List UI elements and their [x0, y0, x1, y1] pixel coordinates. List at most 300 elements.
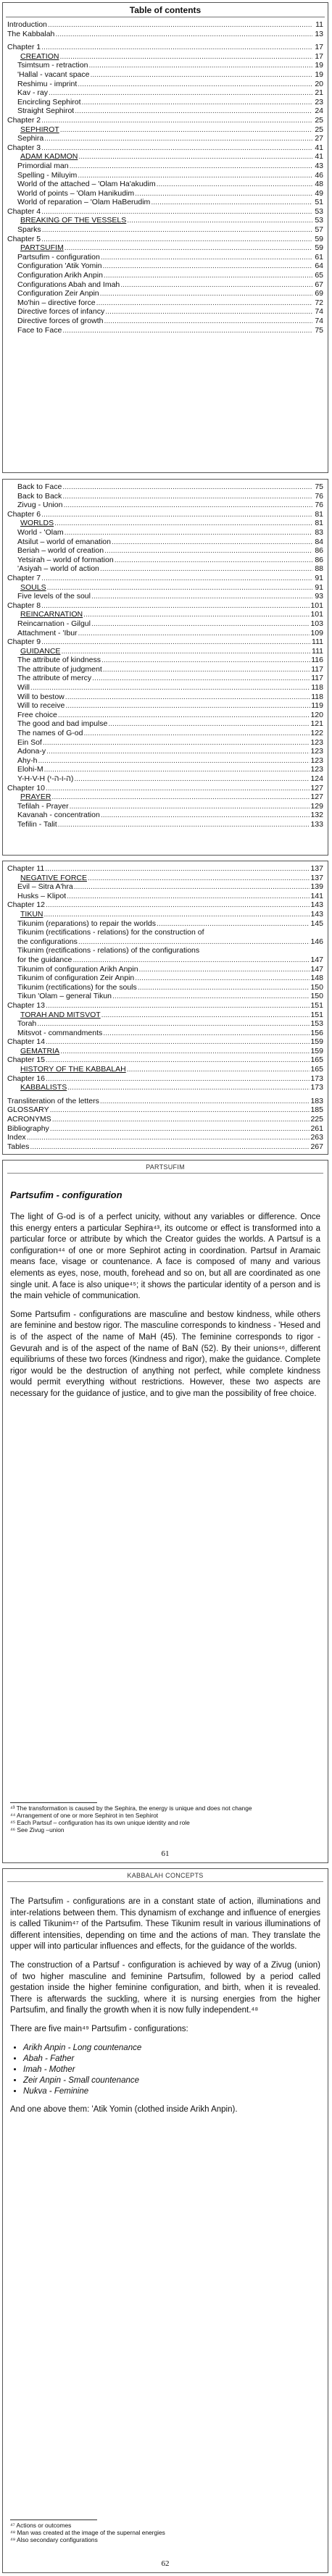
toc-entry-page: 88	[315, 564, 323, 574]
toc-entry-page: 103	[310, 619, 323, 628]
toc-entry	[7, 592, 323, 601]
toc-entry	[7, 1133, 323, 1142]
toc-entry-label: Will to receive	[17, 701, 65, 711]
toc-entry-page: 53	[315, 206, 323, 216]
toc-leader-dots	[46, 900, 310, 910]
toc-leader-dots	[101, 811, 310, 820]
toc-entry	[7, 820, 323, 829]
toc-entry-page: 118	[311, 683, 323, 693]
page-number: 61	[161, 1849, 170, 1858]
toc-entry-page: 25	[315, 115, 323, 125]
toc-entry-page: 86	[315, 555, 323, 564]
toc-leader-dots	[91, 619, 310, 629]
footnote-rule	[10, 1802, 97, 1803]
toc-leader-dots	[78, 80, 312, 89]
toc-entry-page: 173	[310, 1083, 323, 1092]
toc-entry-label: Tikunim (rectifications) for the souls	[17, 982, 137, 992]
configuration-list	[10, 2043, 320, 2097]
toc-entry	[7, 656, 323, 665]
toc-entry-label: Configuration 'Atik Yomin	[17, 262, 102, 271]
toc-entry-label: SOULS	[20, 582, 46, 592]
toc-entry-page: 146	[310, 937, 323, 946]
toc-entry-label: Will to bestow	[17, 692, 65, 701]
toc-entry-page: 59	[315, 243, 323, 253]
toc-leader-dots	[103, 665, 311, 674]
toc-entry-page: 261	[310, 1124, 323, 1133]
toc-entry-label: Attachment - 'Ibur	[17, 628, 78, 637]
toc-entry	[7, 61, 323, 70]
toc-leader-dots	[43, 738, 310, 748]
toc-entry-label: Ahy-h	[17, 756, 38, 765]
toc-entry	[7, 811, 323, 820]
toc-entry	[7, 564, 323, 574]
toc-entry	[7, 106, 323, 116]
toc-leader-dots	[41, 510, 312, 519]
toc-entry	[7, 52, 323, 62]
toc-leader-dots	[67, 892, 310, 901]
toc-leader-dots	[92, 674, 310, 683]
toc-entry-label: The attribute of mercy	[17, 674, 92, 683]
toc-entry-page: 156	[310, 1028, 323, 1037]
toc-entry-label: Free choice	[17, 710, 57, 719]
toc-entry-page: 83	[315, 527, 323, 537]
toc-entry	[7, 665, 323, 674]
toc-entry	[7, 919, 323, 929]
toc-entry-page: 19	[315, 70, 323, 79]
toc-entry	[7, 719, 323, 729]
toc-entry	[7, 619, 323, 629]
toc-entry	[7, 30, 323, 39]
toc-sheet-1	[2, 2, 328, 473]
toc-entry-page: 49	[315, 188, 323, 198]
toc-leader-dots	[41, 43, 312, 52]
toc-leader-dots	[78, 937, 310, 947]
toc-entry	[7, 965, 323, 974]
toc-leader-dots	[135, 974, 310, 983]
toc-leader-dots	[139, 965, 310, 974]
toc-leader-dots	[61, 647, 311, 656]
toc-entry-page: 74	[315, 307, 323, 317]
toc-entry-page: 74	[315, 317, 323, 325]
footnote: ⁴⁸ Man was created at the image of the supernal energies	[10, 2529, 165, 2536]
toc-entry	[7, 693, 323, 702]
toc-entry	[7, 80, 323, 89]
toc-leader-dots	[44, 134, 312, 143]
footnote: ⁴⁴ Arrangement of one or more Sephirot in ten Sephirot	[10, 1812, 159, 1819]
toc-entry-label: The names of G-od	[17, 729, 83, 738]
toc-leader-dots	[67, 1083, 310, 1092]
toc-entry	[7, 784, 323, 793]
toc-entry-page: 76	[315, 501, 323, 510]
toc-leader-dots	[157, 919, 310, 929]
toc-entry-label: WORLDS	[20, 519, 54, 528]
toc-entry-page: 67	[315, 280, 323, 289]
toc-entry-page: 19	[315, 61, 323, 70]
toc-entry-page: 91	[315, 582, 323, 592]
toc-entry	[7, 882, 323, 892]
toc-entry-label: PRAYER	[20, 793, 51, 802]
toc-entry	[7, 317, 323, 326]
page-header: PARTSUFIM	[7, 1161, 323, 1174]
toc-entry-label: The Kabbalah	[7, 29, 55, 38]
toc-leader-dots	[104, 546, 312, 556]
toc-entry-label: Chapter 7	[7, 573, 41, 582]
toc-leader-dots	[60, 1047, 310, 1056]
toc-entry-page: 127	[310, 793, 323, 802]
toc-entry	[7, 647, 323, 656]
toc-leader-dots	[101, 253, 312, 262]
toc-entry	[7, 116, 323, 125]
toc-entry-label: Ein Sof	[17, 737, 42, 747]
toc-entry-page: 147	[310, 955, 323, 964]
toc-entry-label: Tefilin - Talit	[17, 819, 57, 829]
toc-entry	[7, 1124, 323, 1134]
toc-leader-dots	[41, 601, 310, 611]
toc-entry-label: Index	[7, 1133, 26, 1142]
toc-entry	[7, 955, 323, 965]
toc-entry-page: 225	[310, 1115, 323, 1124]
page-number: 62	[161, 2559, 170, 2568]
toc-entry-label: Y-H-V-H (ה-ו-ה-י)	[17, 774, 74, 783]
toc-entry-label: Transliteration of the letters	[7, 1096, 99, 1105]
toc-entry	[7, 152, 323, 162]
toc-entry	[7, 1011, 323, 1020]
toc-entry-page: 24	[315, 106, 323, 116]
toc-entry	[7, 88, 323, 98]
toc-leader-dots	[41, 143, 312, 153]
toc-entry-label: Chapter 13	[7, 1000, 45, 1010]
toc-entry-page: 17	[315, 43, 323, 52]
toc-entry-page: 263	[310, 1133, 323, 1142]
toc-entry-page: 81	[315, 509, 323, 519]
toc-leader-dots	[42, 225, 312, 235]
toc-entry	[7, 216, 323, 225]
toc-leader-dots	[46, 1074, 310, 1084]
toc-entry-page: 61	[315, 252, 323, 262]
toc-entry-page: 91	[315, 573, 323, 582]
toc-entry-page: 75	[315, 325, 323, 335]
toc-entry-page: 120	[310, 710, 323, 719]
footnote: ⁴⁷ Actions or outcomes	[10, 2522, 72, 2529]
toc-leader-dots	[54, 519, 312, 528]
toc-entry-label: 'Asiyah – world of action	[17, 564, 99, 574]
toc-entry-label: Evil – Sitra A'hra	[17, 882, 73, 892]
toc-leader-dots	[101, 1011, 310, 1020]
paragraph: Some Partsufim - configurations are masculine and bestow kindness, while others are feminine and bestow rigor. The masculine corresponds to kindness - 'Hesed and is of the aspect of the name of MaH (45). The feminine corresponds to rigor - Gevurah and is of the aspect of the name of BaN (52). By their unions⁴⁶, different equilibriums of these two forces (Kindness and rigor), make the guidance. Complete rigor would be the destruction of anything not perfect, while complete kindness would permit everything without restrictions. However, these two aspects are necessary for the guidance of justice, and to give man the possibility of free choice.	[10, 1310, 320, 1398]
toc-leader-dots	[65, 693, 310, 702]
toc-leader-dots	[50, 1105, 310, 1115]
toc-leader-dots	[70, 162, 312, 171]
toc-sheet-2	[2, 479, 328, 856]
toc-entry-label: Chapter 10	[7, 783, 45, 793]
toc-entry-page: 150	[310, 982, 323, 992]
toc-entry-label: Five levels of the soul	[17, 592, 91, 601]
toc-leader-dots	[60, 125, 312, 135]
toc-entry-page: 20	[315, 79, 323, 88]
toc-entry-label: Chapter 9	[7, 637, 41, 647]
toc-entry-label: Configuration Arikh Anpin	[17, 271, 103, 280]
toc-entry-page: 84	[315, 537, 323, 546]
toc-entry-page: 75	[315, 482, 323, 491]
toc-entry-label: Elohi-M	[17, 765, 43, 774]
toc-entry-label: ACRONYMS	[7, 1115, 51, 1124]
toc-entry	[7, 1142, 323, 1152]
toc-entry	[7, 900, 323, 910]
toc-entry-page: 123	[310, 737, 323, 747]
toc-entry	[7, 546, 323, 556]
toc-entry-label: Chapter 1	[7, 43, 41, 52]
toc-entry	[7, 289, 323, 298]
toc-entry-page: 165	[310, 1065, 323, 1074]
toc-entry	[7, 134, 323, 143]
toc-entry-label: GLOSSARY	[7, 1105, 49, 1115]
toc-entry	[7, 235, 323, 244]
toc-leader-dots	[100, 289, 312, 298]
toc-entry-label: Encircling Sephirot	[17, 97, 81, 106]
toc-entry-page: 118	[311, 692, 323, 701]
toc-leader-dots	[157, 180, 312, 189]
toc-entry	[7, 729, 323, 738]
footnote-rule	[10, 2519, 97, 2520]
toc-entry	[7, 711, 323, 720]
toc-entry	[7, 1037, 323, 1047]
toc-leader-dots	[105, 307, 312, 317]
toc-entry-label: Tikunim of configuration Zeir Anpin	[17, 974, 135, 983]
toc-entry	[7, 683, 323, 693]
paragraph: The light of G-od is of a perfect unicity, without any variables or difference. Once this energy enters a particular Sephira⁴³, its outcome or effect is transformed into a particular force or attribute by which the Creator guides the worlds. A Partsuf is a configuration⁴⁴ of one or more Sephirot acting in coordination. Partsuf in Aramaic means face, visage or countenance. A face is composed of many and various elements as eyes, nose, mouth, forehead and so on, but all are coordinated as one single unit. A face is also unique⁴⁵; it shows the particular identity of a person and is the main vehicle of communication.	[10, 1213, 320, 1301]
toc-entry	[7, 280, 323, 290]
section-title: Partsufim - configuration	[10, 1189, 123, 1200]
toc-leader-dots	[41, 116, 312, 125]
toc-entry-page: 124	[310, 774, 323, 783]
toc-entry	[7, 253, 323, 262]
toc-entry-label: Tefilah - Prayer	[17, 801, 69, 811]
toc-entry	[7, 143, 323, 153]
toc-entry	[7, 928, 323, 937]
toc-entry-label: Directive forces of growth	[17, 317, 104, 325]
toc-entry-label: The good and bad impulse	[17, 719, 108, 729]
toc-entry-label: Atsilut – world of emanation	[17, 537, 111, 546]
toc-entry-page: 76	[315, 491, 323, 501]
toc-entry-label: KABBALISTS	[20, 1083, 67, 1092]
toc-entry-label: World - 'Olam	[17, 527, 64, 537]
toc-leader-dots	[75, 106, 312, 116]
paragraph: And one above them: 'Atik Yomin (clothed inside Arikh Anpin).	[10, 2104, 238, 2114]
toc-entry-label: NEGATIVE FORCE	[20, 873, 87, 882]
toc-leader-dots	[90, 70, 312, 80]
toc-entry	[7, 974, 323, 983]
toc-entry-page: 43	[315, 161, 323, 170]
toc-entry	[7, 802, 323, 811]
toc-leader-dots	[51, 793, 310, 802]
toc-entry	[7, 171, 323, 180]
toc-entry-page: 151	[310, 1000, 323, 1010]
toc-entry-page: 17	[315, 51, 323, 61]
toc-entry-label: Configuration Zeir Anpin	[17, 289, 99, 298]
toc-entry-label: Tikunim (reparations) to repair the worlds	[17, 919, 157, 928]
toc-entry-page: 143	[310, 900, 323, 910]
toc-entry	[7, 70, 323, 80]
toc-leader-dots	[47, 583, 312, 593]
toc-entry-page: 81	[315, 519, 323, 528]
list-item: • Abah - Father	[23, 2054, 320, 2065]
toc-entry-page: 21	[315, 88, 323, 98]
toc-leader-dots	[62, 482, 312, 492]
toc-entry-label: Straight Sephirot	[17, 106, 75, 116]
toc-entry-page: 13	[315, 29, 323, 38]
toc-entry	[7, 1029, 323, 1038]
paragraph: The construction of a Partsuf - configuration is achieved by way of a Zivug (union) of two higher masculine and feminine Partsufim, followed by a period called gestation inside the higher feminine configuration, and birth, when it is revealed. There is afterwards the suckling, where it is nursing energies from the higher Partsufim, and finally the growth when it is now fully independent.⁴⁸	[10, 1960, 320, 2015]
toc-entry	[7, 701, 323, 711]
toc-entry	[7, 1001, 323, 1011]
toc-entry	[7, 574, 323, 583]
toc-entry	[7, 538, 323, 547]
toc-entry-label: Tables	[7, 1142, 30, 1151]
toc-entry-label: TIKUN	[20, 909, 43, 919]
toc-entry-page: 165	[310, 1055, 323, 1065]
toc-entry-page: 69	[315, 289, 323, 298]
toc-entry-label: GUIDANCE	[20, 646, 61, 656]
toc-leader-dots	[46, 784, 310, 793]
toc-entry	[7, 892, 323, 901]
toc-leader-dots	[38, 756, 310, 766]
toc-entry-label: Back to Face	[17, 482, 62, 491]
toc-leader-dots	[78, 171, 312, 180]
toc-entry-label: Sephira	[17, 134, 44, 143]
toc-entry-label: CREATION	[20, 51, 59, 61]
toc-leader-dots	[104, 271, 312, 280]
toc-entry	[7, 1105, 323, 1115]
toc-entry-page: 123	[310, 747, 323, 756]
toc-entry	[7, 298, 323, 308]
toc-entry-label: Sparks	[17, 225, 41, 235]
toc-entry-label: Chapter 14	[7, 1037, 45, 1047]
toc-leader-dots	[127, 1065, 310, 1074]
toc-leader-dots	[48, 20, 312, 30]
toc-entry-label: World of reparation – 'Olam HaBerudim	[17, 198, 151, 207]
toc-entry	[7, 738, 323, 748]
toc-entry	[7, 946, 323, 955]
toc-entry	[7, 225, 323, 235]
toc-leader-dots	[83, 610, 310, 619]
toc-entry-label: Husks – Klipot	[17, 891, 67, 900]
toc-entry	[7, 601, 323, 611]
toc-entry-label: Chapter 6	[7, 509, 41, 519]
toc-entry-label: REINCARNATION	[20, 610, 83, 619]
toc-entry-label: Partsufim - configuration	[17, 252, 100, 262]
toc-entry-label: Mo'hin – directive force	[17, 298, 96, 307]
toc-leader-dots	[151, 198, 312, 207]
toc-leader-dots	[120, 280, 312, 290]
toc-entry	[7, 162, 323, 171]
toc-entry-page: 41	[315, 143, 323, 152]
toc-entry-page: 173	[310, 1074, 323, 1083]
toc-entry-page: 143	[310, 909, 323, 919]
toc-leader-dots	[115, 556, 312, 565]
toc-entry-page: 117	[311, 664, 323, 674]
toc-leader-dots	[46, 1037, 310, 1047]
toc-leader-dots	[45, 864, 310, 874]
toc-entry-page: 153	[310, 1019, 323, 1029]
toc-entry-label: Mitsvot - commandments	[17, 1028, 103, 1037]
toc-entry	[7, 43, 323, 52]
toc-entry-page: 27	[315, 134, 323, 143]
toc-entry-page: 145	[310, 919, 323, 928]
toc-leader-dots	[70, 802, 310, 811]
toc-leader-dots	[88, 874, 310, 883]
toc-entry-page: 121	[310, 719, 323, 729]
toc-entry-label: Chapter 5	[7, 234, 41, 243]
toc-entry-label: HISTORY OF THE KABBALAH	[20, 1065, 126, 1074]
toc-leader-dots	[65, 528, 312, 538]
page-61	[2, 1160, 328, 1863]
toc-entry-page: 267	[310, 1142, 323, 1151]
toc-entry	[7, 765, 323, 774]
toc-entry-page: 129	[310, 801, 323, 811]
toc-entry-page: 159	[310, 1037, 323, 1047]
toc-entry-page: 11	[315, 20, 323, 29]
toc-entry-page: 185	[310, 1105, 323, 1115]
toc-leader-dots	[37, 1019, 310, 1029]
toc-entry-page: 111	[312, 646, 323, 656]
toc-entry-page: 65	[315, 271, 323, 280]
toc-leader-dots	[65, 243, 312, 253]
toc-leader-dots	[102, 262, 312, 271]
toc-leader-dots	[46, 1055, 310, 1065]
toc-entry-page: 150	[310, 992, 323, 1001]
toc-leader-dots	[83, 729, 310, 738]
toc-entry-label: Chapter 8	[7, 601, 41, 610]
toc-leader-dots	[103, 1029, 310, 1038]
toc-entry-label: Tsimtsum - retraction	[17, 61, 88, 70]
toc-entry-page: 64	[315, 262, 323, 271]
toc-entry-page: 147	[310, 964, 323, 974]
toc-entry	[7, 583, 323, 593]
toc-list-2	[3, 480, 328, 829]
toc-leader-dots	[46, 747, 310, 756]
toc-entry	[7, 271, 323, 280]
toc-leader-dots	[112, 538, 312, 547]
toc-entry	[7, 756, 323, 766]
toc-entry-label: SEPHIROT	[20, 125, 59, 134]
toc-leader-dots	[62, 326, 312, 335]
toc-entry-label: Adona-y	[17, 747, 46, 756]
toc-entry	[7, 243, 323, 253]
toc-entry-page: 72	[315, 298, 323, 307]
toc-entry-label: Introduction	[7, 20, 47, 29]
toc-entry	[7, 793, 323, 802]
toc-leader-dots	[52, 1115, 310, 1124]
toc-entry	[7, 610, 323, 619]
toc-entry	[7, 519, 323, 528]
toc-entry-label: The attribute of judgment	[17, 664, 102, 674]
toc-leader-dots	[27, 1133, 310, 1142]
footnote: ⁴⁵ Each Partsuf – configuration has its own unique identity and role	[10, 1819, 190, 1826]
toc-entry	[7, 125, 323, 135]
toc-entry	[7, 98, 323, 107]
toc-leader-dots	[96, 298, 312, 308]
toc-entry-label: Kavanah - concentration	[17, 811, 100, 820]
toc-leader-dots	[50, 1124, 310, 1134]
toc-entry-label: Chapter 12	[7, 900, 45, 910]
toc-entry-label: Configurations Abah and Imah	[17, 280, 120, 289]
toc-entry	[7, 674, 323, 683]
toc-entry-label: for the guidance	[17, 955, 72, 964]
toc-leader-dots	[30, 683, 310, 693]
toc-entry-page: 109	[310, 628, 323, 637]
toc-leader-dots	[58, 820, 310, 829]
toc-entry	[7, 510, 323, 519]
